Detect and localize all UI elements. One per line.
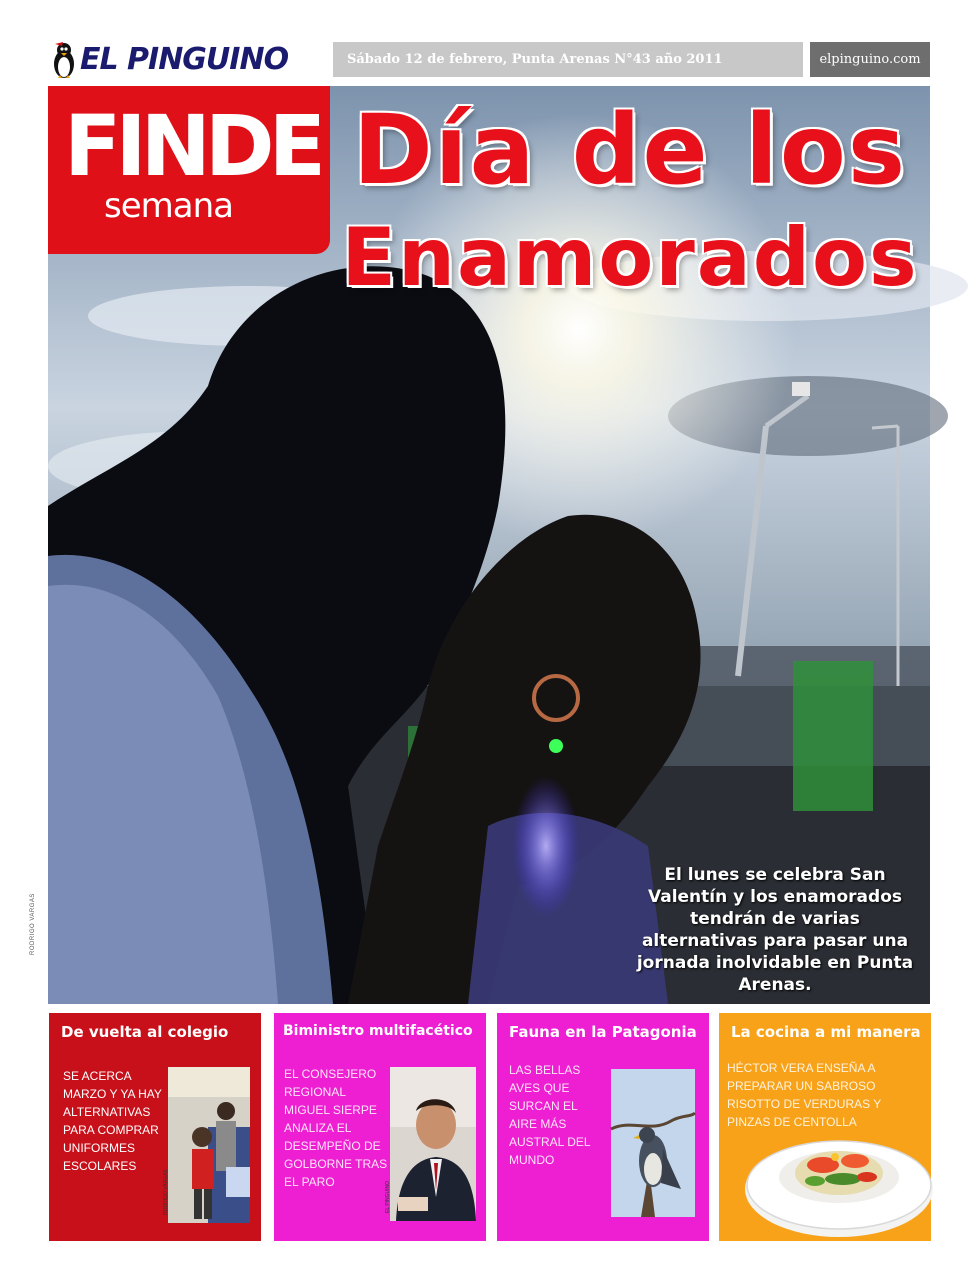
risotto-dish-photo [743, 1125, 935, 1239]
school-uniform-photo [163, 1067, 250, 1223]
teaser-title: Fauna en la Patagonia [509, 1023, 697, 1041]
teaser-title: La cocina a mi manera [731, 1023, 921, 1041]
finde-label: FINDE [64, 97, 321, 195]
el-pinguino-logo[interactable] [50, 38, 288, 80]
teaser-biministro-multifacetico[interactable] [274, 1013, 486, 1241]
cover-photo-credit: RODRIGO VARGAS [30, 893, 36, 955]
cover-headline[interactable] [340, 92, 920, 308]
penguin-icon [50, 40, 78, 78]
bird-of-prey-photo [611, 1069, 695, 1217]
semana-label: semana [104, 186, 233, 226]
photo-credit: RODRIGO VARGAS [163, 1169, 169, 1215]
teaser-text: HÉCTOR VERA ENSEÑA A PREPARAR UN SABROSO RISOTTO DE VERDURAS Y PINZAS DE CENTOLLA [727, 1061, 882, 1129]
site-link[interactable]: elpinguino.com [810, 42, 930, 77]
cover-caption: El lunes se celebra San Valentín y los enamorados tendrán de varias alternativas para pasar una jornada inolvidable en Punta Arenas. [636, 865, 914, 995]
issue-dateline: Sábado 12 de febrero, Punta Arenas N°43 año 2011 [333, 42, 803, 77]
teaser-la-cocina-a-mi-manera[interactable] [719, 1013, 931, 1241]
teaser-de-vuelta-al-colegio[interactable] [49, 1013, 261, 1241]
teaser-fauna-en-la-patagonia[interactable] [497, 1013, 709, 1241]
finde-semana-badge [48, 86, 330, 254]
photo-credit: EL PINGUINO [385, 1180, 391, 1213]
teaser-text: LAS BELLAS AVES QUE SURCAN EL AIRE MÁS AUSTRAL DEL MUNDO [509, 1063, 591, 1167]
masthead [50, 38, 930, 80]
teaser-text: SE ACERCA MARZO Y YA HAY ALTERNATIVAS PARA COMPRAR UNIFORMES ESCOLARES [63, 1069, 162, 1173]
politician-portrait-photo [385, 1067, 476, 1221]
headline-line-1: Día de los [352, 94, 908, 206]
teaser-title: Biministro multifacético [283, 1023, 473, 1039]
headline-line-2: Enamorados [341, 211, 919, 304]
teaser-title: De vuelta al colegio [61, 1023, 229, 1041]
teaser-text: EL CONSEJERO REGIONAL MIGUEL SIERPE ANALIZA EL DESEMPEÑO DE GOLBORNE TRAS EL PARO [284, 1067, 388, 1189]
logo-wordmark: EL PINGUINO [80, 41, 289, 77]
